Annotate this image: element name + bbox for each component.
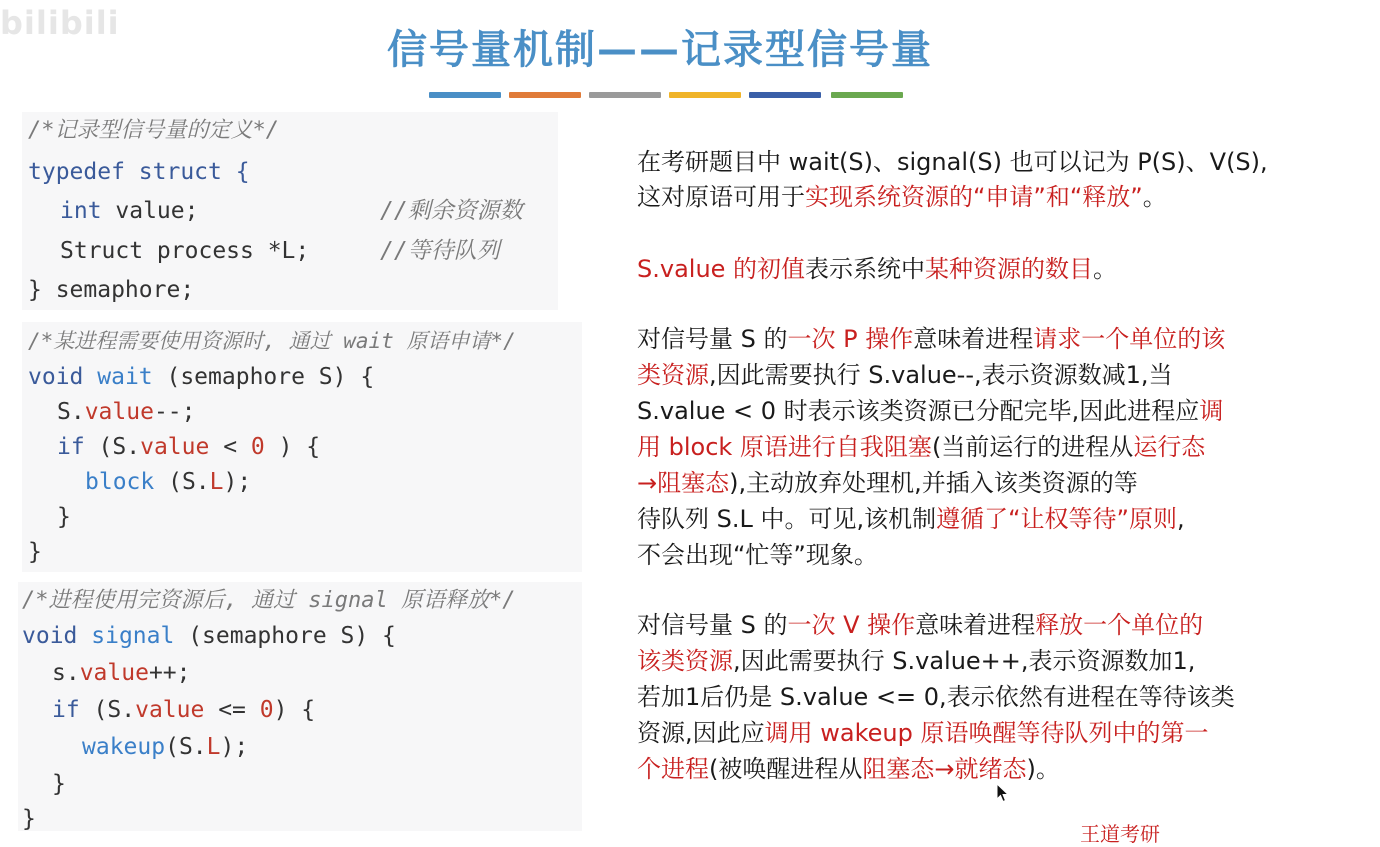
code-line: }	[22, 806, 36, 832]
code-text: (semaphore S) {	[174, 623, 396, 649]
code-text: <=	[204, 697, 260, 723]
code-function: signal	[91, 623, 175, 649]
code-number: 0	[250, 434, 265, 460]
highlight-text: 调	[1199, 397, 1224, 425]
highlight-text: 某种资源的数目	[925, 255, 1094, 283]
code-function: wakeup	[82, 734, 166, 760]
code-line	[82, 732, 248, 762]
highlight-text: 一次 V 操作	[787, 611, 916, 639]
code-text: ++;	[148, 660, 191, 686]
footer-brand-text: 王道考研	[1080, 822, 1160, 846]
highlight-text: 请求一个单位的该	[1033, 325, 1226, 353]
code-text: ) {	[264, 434, 321, 460]
code-line: typedef struct {	[28, 159, 250, 185]
mouse-cursor-icon	[996, 783, 1010, 807]
highlight-text: 实现系统资源的“申请”和“释放”	[805, 183, 1143, 211]
code-text: (S.	[84, 434, 141, 460]
code-block-semaphore-def	[22, 112, 558, 310]
text-line	[637, 608, 1203, 642]
highlight-text: 用 block 原语进行自我阻塞	[637, 433, 932, 461]
code-text: --;	[153, 399, 196, 425]
bilibili-watermark: bilibili	[0, 4, 120, 42]
code-comment: //等待队列	[380, 238, 500, 264]
code-field: L	[209, 469, 224, 495]
text-span: 意味着进程	[915, 611, 1036, 639]
code-comment: /*记录型信号量的定义*/	[28, 118, 279, 143]
text-span: ,因此需要执行 S.value--,表示资源数减1,当	[709, 361, 1173, 389]
code-text: <	[209, 434, 251, 460]
code-line	[52, 658, 191, 688]
code-block-wait	[22, 322, 582, 572]
code-line: }	[57, 504, 71, 530]
color-bar-green	[831, 92, 903, 98]
code-field: L	[206, 734, 221, 760]
code-line	[28, 362, 374, 392]
code-comment: /*进程使用完资源后, 通过 signal 原语释放*/	[22, 588, 516, 613]
text-line	[637, 430, 1205, 464]
text-line	[637, 716, 1209, 750]
text-line: 若加1后仍是 S.value <= 0,表示依然有进程在等待该类	[637, 683, 1235, 711]
code-line: }	[52, 771, 66, 797]
text-line	[637, 322, 1225, 356]
code-text: (S.	[154, 469, 210, 495]
highlight-text: 阻塞态→就绪态	[862, 755, 1027, 783]
code-block-signal	[18, 582, 582, 831]
code-text: );	[223, 469, 252, 495]
code-line: } semaphore;	[28, 277, 195, 303]
text-span: 。	[1093, 255, 1118, 283]
text-span: )。	[1026, 755, 1060, 783]
highlight-text: 释放一个单位的	[1035, 611, 1204, 639]
code-keyword: if	[52, 697, 80, 723]
text-span: ),主动放弃处理机,并插入该类资源的等	[729, 469, 1138, 497]
code-line	[52, 695, 315, 725]
code-field: value	[135, 697, 205, 723]
text-span: 意味着进程	[913, 325, 1034, 353]
text-span: ,	[1177, 505, 1185, 533]
text-span: 待队列 S.L 中。可见,该机制	[637, 505, 937, 533]
highlight-text: 运行态	[1133, 433, 1206, 461]
code-comment: /*某进程需要使用资源时, 通过 wait 原语申请*/	[28, 329, 516, 353]
text-span: 表示系统中	[805, 255, 926, 283]
text-line: 在考研题目中 wait(S)、signal(S) 也可以记为 P(S)、V(S),	[637, 148, 1268, 176]
code-keyword: int	[60, 198, 102, 224]
code-line: }	[28, 539, 42, 565]
text-span: S.value < 0 时表示该类资源已分配完毕,因此进程应	[637, 397, 1200, 425]
code-line	[85, 467, 251, 497]
text-line	[637, 252, 1117, 286]
color-bar-blue	[429, 92, 501, 98]
code-text: (S.	[165, 734, 207, 760]
code-comment: //剩余资源数	[380, 198, 523, 224]
highlight-text: →阻塞态	[637, 469, 730, 497]
code-keyword: void	[22, 623, 78, 649]
color-bar-orange	[509, 92, 581, 98]
code-field: value	[84, 399, 154, 425]
text-line	[637, 180, 1167, 214]
color-bar-navy	[749, 92, 821, 98]
page-title: 信号量机制——记录型信号量	[387, 27, 933, 73]
color-bar-gray	[589, 92, 661, 98]
highlight-text: 个进程	[637, 755, 709, 783]
code-line	[60, 196, 198, 226]
code-text: );	[220, 734, 249, 760]
code-line: Struct process *L;	[60, 238, 310, 264]
code-line	[57, 432, 320, 462]
text-span: 这对原语可用于	[637, 183, 805, 211]
highlight-text: 遵循了“让权等待”原则	[936, 505, 1177, 533]
code-text: s.	[52, 660, 80, 686]
code-text: ) {	[273, 697, 316, 723]
code-text: value;	[101, 198, 199, 224]
text-line	[637, 394, 1223, 428]
code-line	[22, 621, 396, 651]
highlight-text: 该类资源	[637, 647, 733, 675]
code-function: wait	[97, 364, 153, 390]
text-line	[637, 752, 1060, 786]
text-span: 。	[1142, 183, 1167, 211]
code-keyword: if	[57, 434, 85, 460]
text-span: (当前运行的进程从	[931, 433, 1134, 461]
highlight-text: 类资源	[637, 361, 709, 389]
code-keyword: void	[28, 364, 84, 390]
highlight-text: 一次 P 操作	[787, 325, 914, 353]
text-span: 对信号量 S 的	[637, 611, 788, 639]
code-field: value	[140, 434, 210, 460]
color-bar-yellow	[669, 92, 741, 98]
code-text: (S.	[79, 697, 136, 723]
highlight-text: 调用 wakeup 原语唤醒等待队列中的第一	[764, 719, 1209, 747]
code-function: block	[85, 469, 155, 495]
text-line	[637, 358, 1173, 392]
text-span: ,因此需要执行 S.value++,表示资源数加1,	[733, 647, 1196, 675]
text-span: 资源,因此应	[637, 719, 765, 747]
highlight-text: S.value 的初值	[637, 255, 806, 283]
text-line	[637, 466, 1138, 500]
text-line	[637, 502, 1185, 536]
code-line	[57, 397, 196, 427]
code-text: (semaphore S) {	[152, 364, 375, 390]
code-field: value	[79, 660, 149, 686]
code-number: 0	[259, 697, 274, 723]
text-line	[637, 644, 1195, 678]
text-span: (被唤醒进程从	[709, 755, 863, 783]
text-line: 不会出现“忙等”现象。	[637, 541, 878, 569]
text-span: 对信号量 S 的	[637, 325, 788, 353]
code-text: S.	[57, 399, 85, 425]
